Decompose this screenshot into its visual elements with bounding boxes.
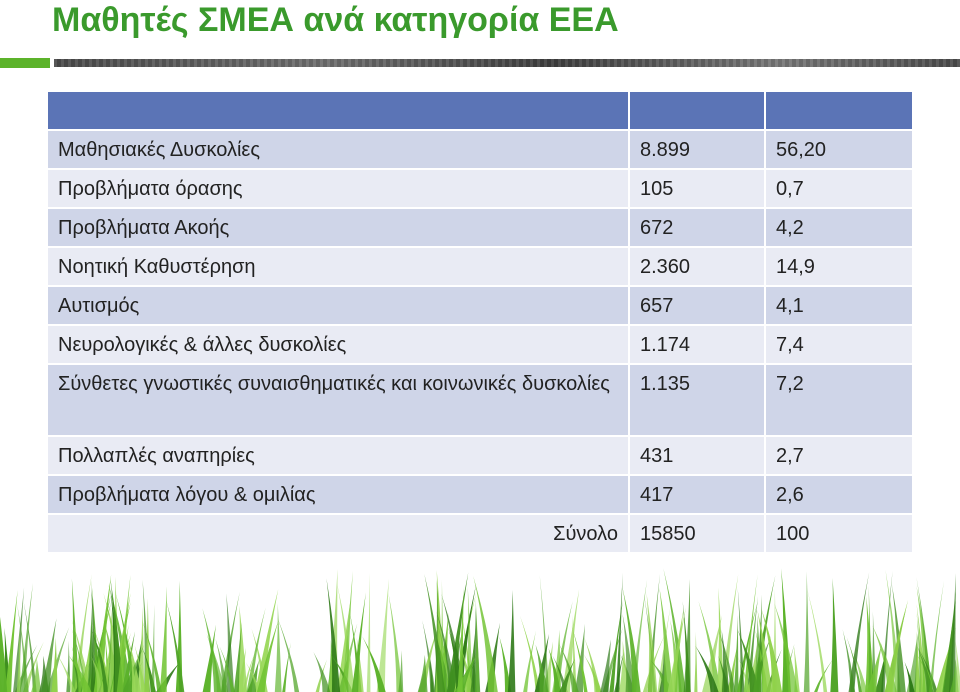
grass-blade [282, 642, 291, 692]
total-count: 15850 [629, 514, 765, 553]
grass-blade [523, 631, 536, 692]
header-cell [765, 92, 912, 130]
category-cell: Μαθησιακές Δυσκολίες [48, 130, 629, 169]
table-header-row [48, 92, 912, 130]
count-cell: 672 [629, 208, 765, 247]
percent-cell: 2,6 [765, 475, 912, 514]
grass-blade [508, 590, 516, 692]
category-cell: Νοητική Καθυστέρηση [48, 247, 629, 286]
grass-blade [313, 652, 330, 692]
grass-blade [830, 578, 838, 692]
category-cell: Προβλήματα Ακοής [48, 208, 629, 247]
grass-decoration [0, 560, 960, 692]
category-cell: Προβλήματα λόγου & ομιλίας [48, 475, 629, 514]
grass-blade [418, 655, 428, 692]
grass-blade [160, 586, 167, 692]
category-cell: Νευρολογικές & άλλες δυσκολίες [48, 325, 629, 364]
grass-blade [684, 579, 691, 692]
count-cell: 417 [629, 475, 765, 514]
table-row [48, 286, 912, 325]
category-cell: Αυτισμός [48, 286, 629, 325]
table-row [48, 475, 912, 514]
total-row [48, 514, 912, 553]
count-cell: 1.174 [629, 325, 765, 364]
grass-blade [804, 571, 810, 692]
header-cell [629, 92, 765, 130]
percent-cell: 7,4 [765, 325, 912, 364]
grass-blade [806, 585, 827, 692]
total-percent: 100 [765, 514, 912, 553]
underline-green-segment [0, 58, 50, 68]
count-cell: 105 [629, 169, 765, 208]
category-cell: Σύνθετες γνωστικές συναισθηματικές και κοινωνικές δυσκολίες [48, 364, 629, 436]
title-underline [0, 58, 960, 68]
header-cell [48, 92, 629, 130]
table-row [48, 325, 912, 364]
count-cell: 657 [629, 286, 765, 325]
percent-cell: 14,9 [765, 247, 912, 286]
table-row [48, 208, 912, 247]
grass-blade [275, 603, 282, 692]
grass-blade [584, 638, 600, 692]
table-row [48, 247, 912, 286]
percent-cell: 56,20 [765, 130, 912, 169]
category-cell: Προβλήματα όρασης [48, 169, 629, 208]
grass-blade [600, 639, 611, 692]
page-title: Μαθητές ΣΜΕΑ ανά κατηγορία ΕΕΑ [52, 1, 619, 39]
grass-blade [367, 573, 371, 692]
count-cell: 431 [629, 436, 765, 475]
grass-blades [0, 568, 960, 692]
table-row [48, 364, 912, 436]
percent-cell: 2,7 [765, 436, 912, 475]
underline-grey-segment [54, 59, 960, 67]
category-cell: Πολλαπλές αναπηρίες [48, 436, 629, 475]
percent-cell: 4,2 [765, 208, 912, 247]
percent-cell: 7,2 [765, 364, 912, 436]
total-label: Σύνολο [48, 514, 629, 553]
grass-blade [694, 632, 697, 692]
grass-blade [326, 578, 340, 692]
count-cell: 8.899 [629, 130, 765, 169]
percent-cell: 0,7 [765, 169, 912, 208]
percent-cell: 4,1 [765, 286, 912, 325]
table-row [48, 130, 912, 169]
grass-blade [738, 588, 745, 692]
count-cell: 1.135 [629, 364, 765, 436]
count-cell: 2.360 [629, 247, 765, 286]
category-table [48, 92, 912, 554]
table-row [48, 436, 912, 475]
grass-blade [520, 616, 540, 692]
table-row [48, 169, 912, 208]
